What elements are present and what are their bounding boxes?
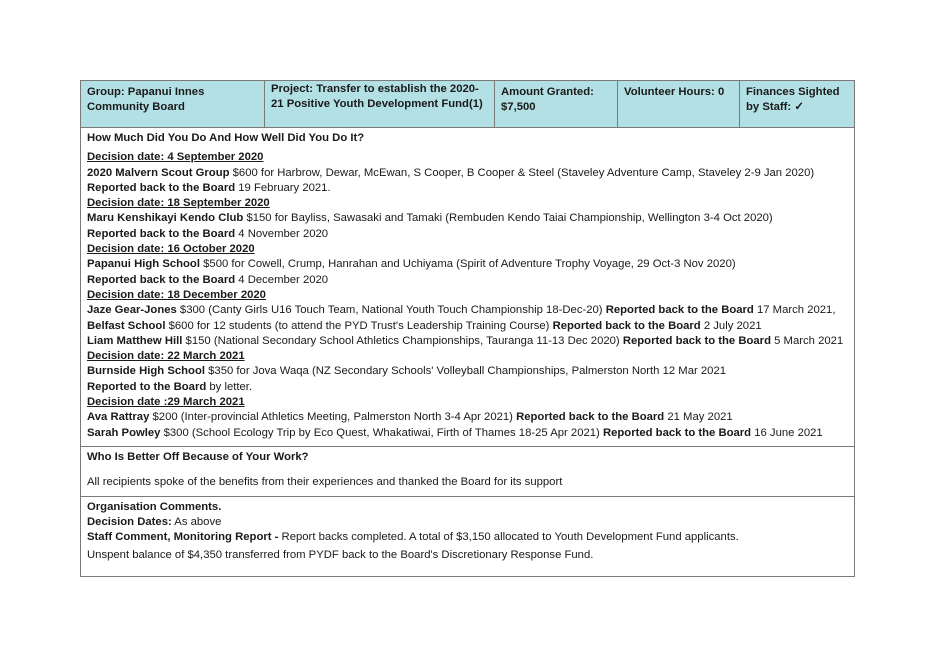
report-table (80, 80, 855, 577)
grant-text: $300 (Canty Girls U16 Touch Team, National Youth Touch Championship 18-Dec-20) (176, 304, 606, 317)
grant-line (87, 166, 848, 181)
report-date: 5 March 2021 (770, 334, 844, 347)
better-off-text: All recipients spoke of the benefits from their experiences and thanked the Board for its support (87, 476, 563, 489)
report-date: 2 July 2021 (700, 319, 762, 332)
grant-line (87, 410, 848, 425)
org-name: Maru Kenshikayi Kendo Club (87, 212, 244, 225)
report-label: Reported back to the Board (87, 273, 236, 286)
decision-dates-text: As above (171, 515, 222, 528)
org-name: Papanui High School (87, 258, 200, 271)
grant-text: $600 for Harbrow, Dewar, McEwan, S Cooper, B Cooper & Steel (Staveley Adventure Camp, Staveley 2-9 Jan 2020) (229, 166, 815, 179)
grant-text: $150 for Bayliss, Sawasaki and Tamaki (Rembuden Kendo Taiai Championship, Wellington 3-4 Oct 2020) (243, 212, 773, 225)
staff-comment-label: Staff Comment, Monitoring Report - (87, 531, 279, 544)
report-date: 21 May 2021 (664, 411, 733, 424)
volunteer-cell: Volunteer Hours: 0 (618, 81, 740, 127)
better-off-section (81, 447, 854, 497)
grant-text: $300 (School Ecology Trip by Eco Quest, Whakatiwai, Firth of Thames 18-25 Apr 2021) (160, 426, 603, 439)
decision-date: Decision date: 18 September 2020 (87, 197, 270, 210)
report-line (87, 380, 848, 395)
org-name: Ava Rattray (87, 411, 150, 424)
org-name: 2020 Malvern Scout Group (87, 166, 230, 179)
decision-date: Decision date: 4 September 2020 (87, 151, 264, 164)
grant-text: $350 for Jova Waqa (NZ Secondary Schools' Volleyball Championships, Palmerston North 12 Mar 2021 (205, 365, 727, 378)
amount-cell (495, 81, 618, 127)
grant-line (87, 364, 848, 379)
staff-comment-text: Report backs completed. A total of $3,150 allocated to Youth Development Fund applicants. (278, 531, 739, 544)
report-date: 16 June 2021 (751, 426, 823, 439)
amount-value: $7,500 (501, 101, 536, 113)
unspent-balance-text: Unspent balance of $4,350 transferred from PYDF back to the Board's Discretionary Response Fund. (87, 549, 594, 562)
finances-cell: Finances Sighted by Staff: ✓ (746, 86, 840, 113)
grant-text: $500 for Cowell, Crump, Hanrahan and Uchiyama (Spirit of Adventure Trophy Voyage, 29 Oct-3 Nov 2020) (199, 258, 736, 271)
report-date: by letter. (206, 380, 253, 393)
section-title: Organisation Comments. (87, 500, 222, 513)
report-label: Reported back to the Board (87, 181, 236, 194)
decision-date: Decision date :29 March 2021 (87, 396, 245, 409)
report-label: Reported back to the Board (605, 304, 754, 317)
grant-text: $200 (Inter-provincial Athletics Meeting, Palmerston North 3-4 Apr 2021) (149, 411, 517, 424)
org-comments-section (81, 497, 854, 576)
org-name: Sarah Powley (87, 426, 161, 439)
report-label: Reported back to the Board (622, 334, 771, 347)
section-title: How Much Did You Do And How Well Did You Do It? (87, 132, 365, 144)
header-row (81, 81, 854, 128)
report-label: Reported back to the Board (516, 411, 665, 424)
decision-dates-line (87, 515, 848, 530)
report-date: 4 November 2020 (235, 227, 329, 240)
section-title: Who Is Better Off Because of Your Work? (87, 450, 309, 463)
decision-date: Decision date: 22 March 2021 (87, 350, 245, 363)
group-cell: Group: Papanui Innes Community Board (81, 81, 265, 127)
decision-dates-label: Decision Dates: (87, 515, 172, 528)
report-date: 17 March 2021, (753, 304, 836, 317)
org-name: Jaze Gear-Jones (87, 304, 177, 317)
staff-comment-line (87, 530, 848, 545)
project-cell: Project: Transfer to establish the 2020-21 Positive Youth Development Fund(1) (265, 81, 495, 127)
decision-date: Decision date: 18 December 2020 (87, 288, 266, 301)
grant-line (87, 303, 848, 318)
org-name: Belfast School (87, 319, 166, 332)
org-name: Liam Matthew Hill (87, 334, 183, 347)
grant-line (87, 334, 848, 349)
report-line (87, 273, 848, 288)
report-date: 4 December 2020 (235, 273, 329, 286)
report-label: Reported back to the Board (602, 426, 752, 439)
grant-line (87, 319, 848, 334)
grant-text: $150 (National Secondary School Athletics Championships, Tauranga 11-13 Dec 2020) (182, 334, 623, 347)
report-label: Reported back to the Board (87, 227, 236, 240)
report-date: 19 February 2021. (235, 181, 331, 194)
grant-line (87, 257, 848, 272)
report-label: Reported to the Board (87, 380, 207, 393)
decision-date: Decision date: 16 October 2020 (87, 243, 255, 256)
org-name: Burnside High School (87, 365, 205, 378)
how-much-section (81, 128, 854, 447)
report-line (87, 227, 848, 242)
report-line (87, 181, 848, 196)
grant-line (87, 211, 848, 226)
grant-line (87, 426, 848, 441)
report-label: Reported back to the Board (552, 319, 701, 332)
amount-label: Amount Granted: (501, 86, 594, 98)
grant-text: $600 for 12 students (to attend the PYD Trust's Leadership Training Course) (165, 319, 553, 332)
